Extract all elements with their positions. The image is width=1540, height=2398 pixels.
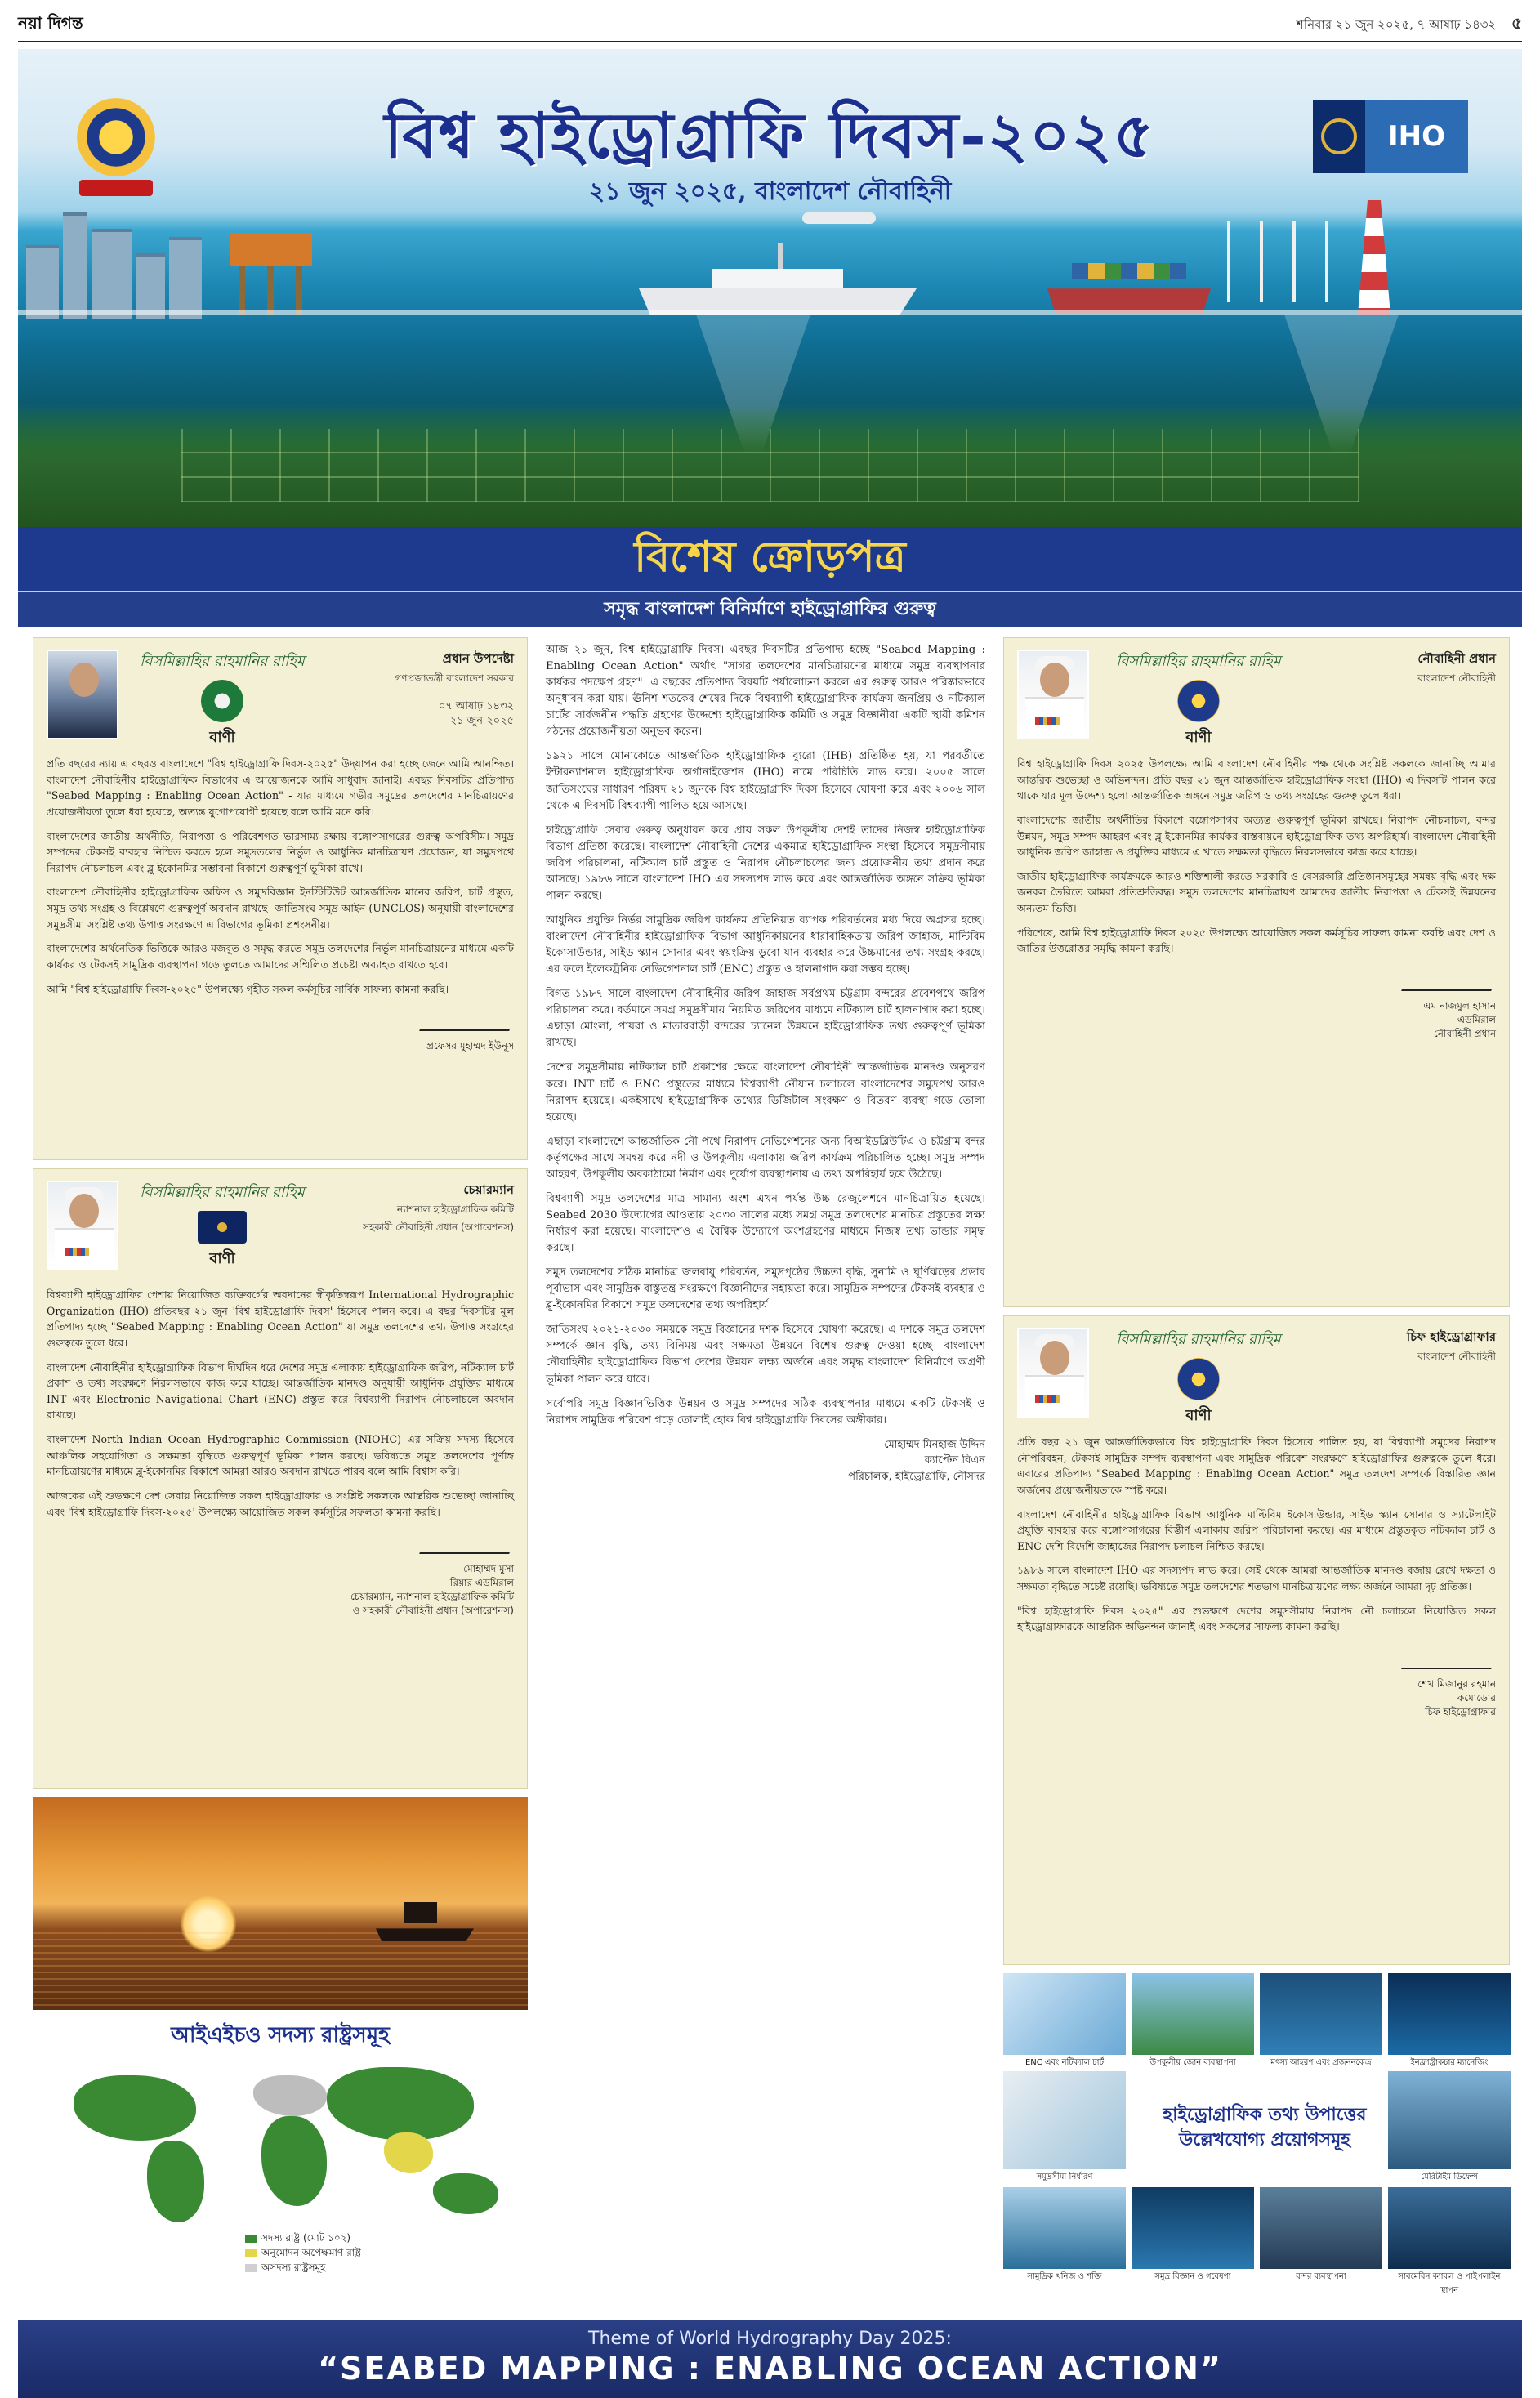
signature: [47, 1005, 514, 1053]
sea-surface: [18, 310, 1522, 315]
tile-caption: মৎস্য আহরণ এবং প্রজননকেন্দ্র: [1270, 2058, 1372, 2067]
tile-caption: ইনফ্রাস্ট্রাকচার ম্যানেজিং: [1410, 2058, 1489, 2067]
theme-text: “SEABED MAPPING : ENABLING OCEAN ACTION”: [318, 2351, 1222, 2387]
oil-rig-illustration: [222, 225, 320, 315]
signatory-name: প্রফেসর মুহাম্মদ ইউনূস: [426, 1040, 514, 1052]
theme-footer: [18, 2320, 1522, 2398]
application-tile: [1003, 2071, 1126, 2169]
offshore-rig-icon: [1003, 2187, 1126, 2269]
legend-item: সদস্য রাষ্ট্র (মোট ১০২): [245, 2231, 361, 2245]
author-org: বাংলাদেশ নৌবাহিনী: [1417, 1351, 1496, 1362]
date-gregorian: ২১ জুন ২০২৫: [449, 714, 514, 727]
paragraph: প্রতি বছরের ন্যায় এ বছরও বাংলাদেশে "বিশ্ব হাইড্রোগ্রাফি দিবস-২০২৫" উদ্‌যাপন করা হচ্ছে জেনে আমি আনন্দিত। বাংলাদেশ নৌবাহিনীর হাইড্রোগ্রাফিক বিভাগের এ আয়োজনকে আমি সাধুবাদ জানাই। এবছর দিবসটির প্রতিপাদ্য "Seabed Mapping : Enabling Ocean Action" - যার মাধ্যমে গভীর সমুদ্রের তলদেশের মানচিত্রায়ণের প্রয়োজনীয়তা তুলে ধরা হয়েছে, অত্যন্ত যুগোপযোগী হয়েছে বলে আমি মনে করি।: [47, 757, 514, 818]
paragraph: পরিশেষে, আমি বিশ্ব হাইড্রোগ্রাফি দিবস ২০২৫ উপলক্ষ্যে আয়োজিত সকল কর্মসূচির সাফল্য কামনা করছি এবং দেশ ও জাতির উত্তরোত্তর সমৃদ্ধি কামনা করছি।: [1017, 926, 1496, 955]
infrastructure-icon: [1388, 1973, 1511, 2055]
paragraph: সমুদ্র তলদেশের সঠিক মানচিত্র জলবায়ু পরিবর্তন, সমুদ্রপৃষ্ঠের উচ্চতা বৃদ্ধি, সুনামি ও ঘূর্ণিঝড়ের প্রভাব পূর্বাভাস এবং সামুদ্রিক বাস্তুতন্ত্র সংরক্ষণে বিজ্ঞানীদের সহায়তা করে। সামুদ্রিক সম্পদের টেকসই ব্যবহার ও ব্লু-ইকোনমির বিকাশে সমুদ্র তলদেশের তথ্য অপরিহার্য।: [546, 1266, 985, 1312]
application-tile: [1003, 2187, 1126, 2269]
survey-ship-illustration: [639, 257, 917, 315]
aircraft-illustration: [802, 212, 876, 224]
paragraph: বাংলাদেশ North Indian Ocean Hydrographic Commission (NIOHC) এর সক্রিয় সদস্য হিসেবে আঞ্চলিক সহযোগিতা ও সক্ষমতা বৃদ্ধিতে গুরুত্বপূর্ণ ভূমিকা পালন করছে। ভবিষ্যতে সমুদ্র তলদেশের পূর্ণাঙ্গ মানচিত্রায়ণের মাধ্যমে ব্লু-ইকোনমির বিকাশে আমরা আরও অবদান রাখতে পারব বলে আমি বিশ্বাস করি।: [47, 1433, 514, 1478]
paragraph: ১৯২১ সালে মোনাকোতে আন্তর্জাতিক হাইড্রোগ্রাফিক ব্যুরো (IHB) প্রতিষ্ঠিত হয়, যা পরবর্তীতে ইন্টারন্যাশনাল হাইড্রোগ্রাফিক অর্গানাইজেশন (IHO) নামে পরিচিতি লাভ করে। ২০০৫ সালে জাতিসংঘের সাধারণ পরিষদ ২১ জুনকে বিশ্ব হাইড্রোগ্রাফি দিবস হিসেবে ঘোষণা করে এবং ২০০৬ সাল থেকে এ দিবসটি বিশ্বব্যাপী পালিত হয়ে আসছে।: [546, 750, 985, 812]
warship-icon: [1388, 2071, 1511, 2169]
message-body: [47, 1287, 514, 1520]
tile-caption: বন্দর ব্যবস্থাপনা: [1296, 2272, 1346, 2281]
seabed-grid-illustration: [181, 429, 1359, 502]
signature-scribble: [419, 1528, 519, 1554]
message-chief-adviser: [33, 637, 528, 1160]
navy-emblem-icon: [1177, 680, 1220, 722]
author-role: প্রধান উপদেষ্টা: [442, 651, 514, 666]
members-title: আইএইচও সদস্য রাষ্ট্রসমূহ: [171, 2023, 390, 2047]
signature: [47, 1528, 514, 1617]
basmala: বিসমিল্লাহির রাহমানির রাহিম: [140, 653, 305, 670]
paragraph: বাংলাদেশ নৌবাহিনীর হাইড্রোগ্রাফিক বিভাগ দীর্ঘদিন ধরে দেশের সমুদ্র এলাকায় হাইড্রোগ্রাফিক জরিপ, নটিক্যাল চার্ট প্রকাশ ও তথ্য সংরক্ষণে নিরলসভাবে কাজ করে যাচ্ছে। আন্তর্জাতিক মানদণ্ড অনুযায়ী আধুনিক প্রযুক্তির মাধ্যমে INT এবং Electronic Navigational Chart (ENC) প্রস্তুত করে বিশ্বব্যাপী নিরাপদ নৌচলাচলে অবদান রাখছে।: [47, 1360, 514, 1422]
signatory-name: শেখ মিজানুর রহমান কমোডোর চিফ হাইড্রোগ্রাফার: [1417, 1678, 1496, 1717]
dateline: [1297, 11, 1522, 38]
paragraph: বিশ্বব্যাপী হাইড্রোগ্রাফির পেশায় নিয়োজিত ব্যক্তিবর্গের অবদানের স্বীকৃতিস্বরূপ International Hydrographic Organization (IHO) প্রতিবছর ২১ জুন 'বিশ্ব হাইড্রোগ্রাফি দিবস' হিসেবে পালন করে। এ বছর দিবসটির মূল প্রতিপাদ্য হচ্ছে "Seabed Mapping : Enabling Ocean Action" যা সমুদ্র তলদেশের তথ্য উপাত্ত সংগ্রহের গুরুত্বকে তুলে ধরে।: [47, 1288, 514, 1349]
masthead: নয়া দিগন্ত: [18, 12, 83, 33]
tile-caption: সাবমেরিন ক্যাবল ও পাইপলাইন স্থাপন: [1398, 2272, 1501, 2295]
application-tile: [1388, 1973, 1511, 2055]
message-chairman: [33, 1168, 528, 1789]
article-byline: মোহাম্মদ মিনহাজ উদ্দিন ক্যাপ্টেন বিএন পরিচালক, হাইড্রোগ্রাফি, নৌসদর: [848, 1438, 985, 1483]
portrait-photo: [1017, 650, 1089, 739]
paragraph: বাংলাদেশ নৌবাহিনীর হাইড্রোগ্রাফিক বিভাগ আধুনিক মাল্টিবিম ইকোসাউন্ডার, সাইড স্ক্যান সোনার ও স্যাটেলাইট প্রযুক্তি ব্যবহার করে বঙ্গোপসাগরের বিস্তীর্ণ এলাকায় জরিপ পরিচালনা করছে। এর মাধ্যমে প্রস্তুতকৃত নটিক্যাল চার্ট ও ENC দেশি-বিদেশি জাহাজের নিরাপদ চলাচল নিশ্চিত করছে।: [1017, 1507, 1496, 1552]
paragraph: আজকের এই শুভক্ষণে দেশ সেবায় নিয়োজিত সকল হাইড্রোগ্রাফার ও সংশ্লিষ্ট সকলকে আন্তরিক শুভেচ্ছা জানাচ্ছি এবং 'বিশ্ব হাইড্রোগ্রাফি দিবস-২০২৫' উপলক্ষ্যে আয়োজিত সকল কর্মসূচির সফলতা কামনা করছি।: [47, 1489, 514, 1518]
message-navy-chief: [1003, 637, 1510, 1307]
author-org-secondary: সহকারী নৌবাহিনী প্রধান (অপারেশনস): [363, 1221, 514, 1233]
tile-caption: ENC এবং নটিক্যাল চার্ট: [1024, 2058, 1105, 2067]
paragraph: দেশের সমুদ্রসীমায় নটিক্যাল চার্ট প্রকাশের ক্ষেত্রে বাংলাদেশ নৌবাহিনী আন্তর্জাতিক মানদণ্ড অনুসরণ করে। INT চার্ট ও ENC প্রস্তুতের মাধ্যমে বিশ্বব্যাপী নৌযান চলাচলে বাংলাদেশের সমুদ্রপথ আরও নিরাপদ হয়েছে। একইসাথে হাইড্রোগ্রাফিক তথ্যের ডিজিটাল সংরক্ষণ ও বিতরণ ব্যবস্থা গড়ে তোলা হয়েছে।: [546, 1061, 985, 1123]
paragraph: বিশ্ব হাইড্রোগ্রাফি দিবস ২০২৫ উপলক্ষ্যে আমি বাংলাদেশ নৌবাহিনীর পক্ষ থেকে সংশ্লিষ্ট সকলকে জানাচ্ছি আমার আন্তরিক শুভেচ্ছা ও অভিনন্দন। প্রতি বছর ২১ জুন আন্তর্জাতিক হাইড্রোগ্রাফিক সংস্থা (IHO) এ দিবসটি পালন করে থাকে যার মূল উদ্দেশ্য হলো আন্তর্জাতিক অঙ্গনে সমুদ্র জরিপ ও তথ্য সংগ্রহের গুরুত্ব তুলে ধরা।: [1017, 757, 1496, 802]
page-header: [18, 8, 1522, 42]
page-number: ৫: [1511, 12, 1522, 33]
message-body: [1017, 1434, 1496, 1635]
iho-logo-text: IHO: [1365, 100, 1468, 173]
signature-scribble: [419, 1005, 519, 1031]
applications-grid: [1003, 1973, 1510, 2300]
banner-subtitle: ২১ জুন ২০২৫, বাংলাদেশ নৌবাহিনী: [588, 177, 952, 206]
legend-item: অনুমোদন অপেক্ষমাণ রাষ্ট্র: [245, 2245, 361, 2260]
date-bangla: ০৭ আষাঢ় ১৪৩২: [438, 700, 514, 712]
signature-scribble: [1401, 1643, 1501, 1669]
message-body: [47, 756, 514, 997]
research-buoy-icon: [1132, 2187, 1254, 2269]
paragraph: জাতীয় হাইড্রোগ্রাফিক কার্যক্রমকে আরও শক্তিশালী করতে সরকারি ও বেসরকারি প্রতিষ্ঠানসমূহের সমন্বয় বৃদ্ধি এবং দক্ষ জনবল তৈরিতে আমরা প্রতিশ্রুতিবদ্ধ। সমুদ্র তলদেশের মানচিত্রায়ণ আমাদের জাতীয় নিরাপত্তা ও টেকসই উন্নয়নের অন্যতম ভিত্তি।: [1017, 869, 1496, 915]
application-tile: [1260, 1973, 1382, 2055]
signature: [1017, 965, 1496, 1040]
portrait-photo: [1017, 1328, 1089, 1418]
supplement-title: বিশেষ ক্রোড়পত্র: [634, 531, 906, 582]
iho-emblem-icon: [1313, 100, 1365, 173]
application-tile: [1388, 2071, 1511, 2169]
paragraph: আজ ২১ জুন, বিশ্ব হাইড্রোগ্রাফি দিবস। এবছর দিবসটির প্রতিপাদ্য হচ্ছে "Seabed Mapping : Enabling Ocean Action" অর্থাৎ "সাগর তলদেশের মানচিত্রায়ণের মাধ্যমে সমুদ্র ব্যবস্থাপনার কার্যকর পদক্ষেপ গ্রহণ"। এ বছরের প্রতিপাদ্য বিষয়টি পর্যালোচনা করলে এর গুরুত্ব আরও পরিষ্কারভাবে অনুধাবন করা যায়। ঊনিশ শতকের শেষের দিকে বিশ্বব্যাপী হাইড্রোগ্রাফিক কার্যক্রম জনপ্রিয় ও নটিক্যাল চার্টের সার্বজনীন পদ্ধতি গ্রহণের উদ্দেশ্যে হাইড্রোগ্রাফিক কমিটি ও সমুদ্র বিজ্ঞানীরা একটি স্থায়ী কমিশন গঠনের প্রয়োজনীয়তা অনুভব করেন।: [546, 644, 985, 739]
message-body: [1017, 756, 1496, 957]
tile-caption: সামুদ্রিক খনিজ ও শক্তি: [1027, 2272, 1102, 2281]
paragraph: বিশ্বব্যাপী সমুদ্র তলদেশের মাত্র সামান্য অংশ এখন পর্যন্ত উচ্চ রেজুলেশনে মানচিত্রায়িত হয়েছে। Seabed 2030 উদ্যোগের আওতায় ২০৩০ সালের মধ্যে সমগ্র সমুদ্র তলদেশের মানচিত্র প্রস্তুতের লক্ষ্য নির্ধারণ করা হয়েছে। বাংলাদেশও এ বৈশ্বিক উদ্যোগে অংশগ্রহণের মাধ্যমে নিজস্ব তথ্য ভান্ডার সমৃদ্ধ করছে।: [546, 1192, 985, 1255]
author-role: চিফ হাইড্রোগ্রাফার: [1406, 1329, 1496, 1344]
paragraph: হাইড্রোগ্রাফি সেবার গুরুত্ব অনুধাবন করে প্রায় সকল উপকূলীয় দেশই তাদের নিজস্ব হাইড্রোগ্রাফিক বিভাগ প্রতিষ্ঠা করেছে। বাংলাদেশ নৌবাহিনী দেশের একমাত্র হাইড্রোগ্রাফিক সংস্থা হিসেবে সমুদ্রসীমায় জরিপ পরিচালনা, নটিক্যাল চার্ট প্রস্তুত ও নিরাপদ নৌচলাচলের জন্য প্রয়োজনীয় তথ্য প্রদান করে আসছে। ১৯৮৬ সালে বাংলাদেশ IHO এর সদস্যপদ লাভ করে এবং আন্তর্জাতিক অঙ্গনে সক্রিয় ভূমিকা পালন করছে।: [546, 824, 985, 902]
paragraph: ১৯৮৬ সালে বাংলাদেশ IHO এর সদস্যপদ লাভ করে। সেই থেকে আমরা আন্তর্জাতিক মানদণ্ড বজায় রেখে দক্ষতা ও সক্ষমতা বৃদ্ধিতে সচেষ্ট রয়েছি। ভবিষ্যতে সমুদ্র তলদেশের শতভাগ মানচিত্রায়ণের লক্ষ্য অর্জনে আমরা দৃঢ় প্রতিজ্ঞ।: [1017, 1564, 1496, 1593]
message-chief-hydrographer: [1003, 1315, 1510, 1965]
main-article: [541, 636, 990, 2302]
paragraph: "বিশ্ব হাইড্রোগ্রাফি দিবস ২০২৫" এর শুভক্ষণে দেশের সমুদ্রসীমায় নিরাপদ নৌ চলাচলে নিয়োজিত সকল হাইড্রোগ্রাফারকে আন্তরিক অভিনন্দন জানাই এবং সকলের সাফল্য কামনা করছি।: [1017, 1604, 1496, 1633]
paragraph: বাংলাদেশের জাতীয় অর্থনীতির বিকাশে বঙ্গোপসাগর অত্যন্ত গুরুত্বপূর্ণ ভূমিকা রাখছে। নিরাপদ নৌচলাচল, বন্দর উন্নয়ন, সমুদ্র সম্পদ আহরণ এবং ব্লু-ইকোনমির কার্যকর বাস্তবায়নে হাইড্রোগ্রাফিক তথ্য অপরিহার্য। বাংলাদেশ নৌবাহিনী আধুনিক জরিপ জাহাজ ও প্রযুক্তির মাধ্যমে এ খাতে সক্ষমতা বৃদ্ধিতে নিরলসভাবে কাজ করে যাচ্ছে।: [1017, 813, 1496, 859]
hydrography-emblem-icon: [1177, 1358, 1220, 1400]
message-label: বাণী: [209, 729, 235, 746]
hero-banner: [18, 49, 1522, 527]
tile-caption: সমুদ্রসীমা নির্ধারণ: [1036, 2172, 1093, 2181]
supplement-subtitle-bar: [18, 591, 1522, 627]
tile-caption: উপকূলীয় জোন ব্যবস্থাপনা: [1149, 2058, 1236, 2067]
rank-flag-icon: [198, 1211, 247, 1244]
coastal-zone-icon: [1132, 1973, 1254, 2055]
author-role: নৌবাহিনী প্রধান: [1417, 651, 1496, 666]
tile-caption: মেরিটাইম ডিফেন্স: [1421, 2172, 1478, 2181]
author-org: ন্যাশনাল হাইড্রোগ্রাফিক কমিটি: [396, 1203, 514, 1215]
city-skyline-illustration: [26, 196, 206, 319]
signature-scribble: [1401, 965, 1501, 991]
tile-caption: সমুদ্র বিজ্ঞান ও গবেষণা: [1154, 2272, 1231, 2281]
message-label: বাণী: [1185, 1407, 1212, 1424]
paragraph: প্রতি বছর ২১ জুন আন্তর্জাতিকভাবে বিশ্ব হাইড্রোগ্রাফি দিবস হিসেবে পালিত হয়, যা বিশ্বব্যাপী সমুদ্রের নিরাপদ নৌপরিবহন, টেকসই সামুদ্রিক সম্পদ ব্যবস্থাপনা এবং সামুদ্রিক পরিবেশ সংরক্ষণে হাইড্রোগ্রাফির গুরুত্বকে তুলে ধরে। এবারের প্রতিপাদ্য "Seabed Mapping : Enabling Ocean Action" সমুদ্র তলদেশ সম্পর্কে বিস্তারিত জ্ঞান অর্জনের প্রয়োজনীয়তাকে স্পষ্ট করে।: [1017, 1436, 1496, 1496]
signatory-name: এম নাজমুল হাসান এডমিরাল নৌবাহিনী প্রধান: [1423, 1000, 1496, 1039]
application-tile: [1132, 2187, 1254, 2269]
paragraph: সর্বোপরি সমুদ্র বিজ্ঞানভিত্তিক উন্নয়ন ও সমুদ্র সম্পদের সঠিক ব্যবস্থাপনার মাধ্যমে একটি টেকসই ও নিরাপদ সামুদ্রিক পরিবেশ গড়ে তোলাই হোক বিশ্ব হাইড্রোগ্রাফি দিবসের অঙ্গীকার।: [546, 1397, 985, 1427]
container-ship-cargo: [1072, 263, 1186, 279]
subsea-cable-icon: [1388, 2187, 1511, 2269]
paragraph: বাংলাদেশ নৌবাহিনীর হাইড্রোগ্রাফিক অফিস ও সমুদ্রবিজ্ঞান ইনস্টিটিউট আন্তর্জাতিক মানের জরিপ, চার্ট প্রস্তুত, সমুদ্র তথ্য সংগ্রহ ও বিশ্লেষণে গুরুত্বপূর্ণ অবদান রাখছে। জাতিসংঘ সমুদ্র আইন (UNCLOS) অনুযায়ী বাংলাদেশের সমুদ্রসীমা সংশ্লিষ্ট তথ্য উপাত্ত সংরক্ষণে এ বিভাগের ভূমিকা প্রশংসনীয়।: [47, 886, 514, 931]
paragraph: জাতিসংঘ ২০২১-২০৩০ সময়কে সমুদ্র বিজ্ঞানের দশক হিসেবে ঘোষণা করেছে। এ দশকে সমুদ্র তলদেশ সম্পর্কে জ্ঞান বৃদ্ধি, তথ্য বিনিময় এবং সক্ষমতা উন্নয়নে বিশেষ গুরুত্ব দেওয়া হচ্ছে। বাংলাদেশ নৌবাহিনীর হাইড্রোগ্রাফিক বিভাগ দেশের উন্নয়ন লক্ষ্য অর্জনে এবং সমৃদ্ধ বাংলাদেশ বিনির্মাণে অগ্রণী ভূমিকা পালন করে যাবে।: [546, 1324, 985, 1386]
applications-title: হাইড্রোগ্রাফিক তথ্য উপাত্তের উল্লেখযোগ্য প্রয়োগসমূহ: [1163, 2104, 1367, 2150]
signatory-name: মোহাম্মদ মুসা রিয়ার এডমিরাল চেয়ারম্যান, ন্যাশনাল হাইড্রোগ্রাফিক কমিটি ও সহকারী নৌবাহিনী প্রধান (অপারেশনস): [350, 1563, 514, 1616]
paragraph: আমি "বিশ্ব হাইড্রোগ্রাফি দিবস-২০২৫" উপলক্ষ্যে গৃহীত সকল কর্মসূচির সার্বিক সাফল্য কামনা করছি।: [47, 982, 449, 995]
nautical-chart-icon: [1003, 1973, 1126, 2055]
container-ship-illustration: [1047, 278, 1211, 314]
maritime-boundary-icon: [1003, 2071, 1126, 2169]
sunset-ship-photo: [33, 1797, 528, 2010]
theme-label: Theme of World Hydrography Day 2025:: [588, 2329, 952, 2349]
message-label: বাণী: [1185, 729, 1212, 746]
legend-item: অসদস্য রাষ্ট্রসমূহ: [245, 2260, 361, 2275]
portrait-photo: [47, 650, 118, 739]
port-cranes-icon: [1260, 2187, 1382, 2269]
lighthouse-illustration: [1358, 200, 1390, 315]
application-tile: [1003, 1973, 1126, 2055]
paragraph: বিগত ১৯৮৭ সালে বাংলাদেশ নৌবাহিনীর জরিপ জাহাজ সর্বপ্রথম চট্টগ্রাম বন্দরের প্রবেশপথে জরিপ পরিচালনা করে। বর্তমানে সমগ্র সমুদ্রসীমায় নিয়মিত জরিপের মাধ্যমে নটিক্যাল চার্ট হালনাগাদ করা হচ্ছে। এছাড়া মোংলা, পায়রা ও মাতারবাড়ী বন্দরের চ্যানেল উন্নয়নে হাইড্রোগ্রাফিক তথ্য গুরুত্বপূর্ণ ভূমিকা রাখছে।: [546, 988, 985, 1050]
application-tile: [1260, 2187, 1382, 2269]
paragraph: আধুনিক প্রযুক্তি নির্ভর সামুদ্রিক জরিপ কার্যক্রম প্রতিনিয়ত ব্যাপক পরিবর্তনের মধ্য দিয়ে অগ্রসর হচ্ছে। বাংলাদেশ নৌবাহিনীর হাইড্রোগ্রাফিক বিভাগ আধুনিকায়নের ধারাবাহিকতায় জরিপ জাহাজ, মাল্টিবিম ইকোসাউন্ডার, সাইড স্ক্যান সোনার এবং স্বয়ংক্রিয় ডুবো যান ব্যবহার করে উচ্চমানের তথ্য সংগ্রহ করছে। এর ফলে ইলেকট্রনিক নেভিগেশনাল চার্ট (ENC) প্রস্তুত ও হালনাগাদ করা সম্ভব হচ্ছে।: [546, 913, 985, 976]
author-org: বাংলাদেশ নৌবাহিনী: [1417, 672, 1496, 684]
banner-title: বিশ্ব হাইড্রোগ্রাফি দিবস-২০২৫: [384, 99, 1156, 172]
world-map-icon: [57, 2059, 515, 2231]
iho-logo: [1313, 100, 1468, 173]
basmala: বিসমিল্লাহির রাহমানির রাহিম: [1116, 1331, 1281, 1348]
paragraph: বাংলাদেশের জাতীয় অর্থনীতি, নিরাপত্তা ও পরিবেশগত ভারসাম্য রক্ষায় বঙ্গোপসাগরের গুরুত্ব অপরিসীম। সমুদ্র সম্পদের টেকসই ব্যবহার নিশ্চিত করতে হলে সমুদ্রতলের নির্ভুল ও আধুনিক মানচিত্রায়ণ প্রয়োজন, যা সমুদ্রপথে নিরাপদ নৌচলাচল এবং ব্লু-ইকোনমির সম্ভাবনা বিকাশে গুরুত্বপূর্ণ ভূমিকা রাখে।: [47, 829, 514, 874]
article-body: [546, 642, 985, 1429]
author-role: চেয়ারম্যান: [463, 1182, 514, 1197]
application-tile: [1132, 1973, 1254, 2055]
paragraph: এছাড়া বাংলাদেশে আন্তর্জাতিক নৌ পথে নিরাপদ নেভিগেশনের জন্য বিআইডব্লিউটিএ ও চট্টগ্রাম বন্দর কর্তৃপক্ষের সাথে সমন্বয় করে নদী ও উপকূলীয় এলাকায় জরিপ কার্যক্রম পরিচালিত হচ্ছে। সমুদ্র সম্পদ আহরণ, উপকূলীয় অবকাঠামো নির্মাণ এবং দুর্যোগ ব্যবস্থাপনায় এ তথ্য অপরিহার্য হয়ে উঠেছে।: [546, 1135, 985, 1181]
message-label: বাণী: [209, 1250, 235, 1267]
basmala: বিসমিল্লাহির রাহমানির রাহিম: [140, 1184, 305, 1201]
application-tile: [1388, 2187, 1511, 2269]
iho-member-states: [33, 2010, 528, 2292]
basmala: বিসমিল্লাহির রাহমানির রাহিম: [1116, 653, 1281, 670]
fisheries-icon: [1260, 1973, 1382, 2055]
issue-date: শনিবার ২১ জুন ২০২৫, ৭ আষাঢ় ১৪৩২: [1296, 16, 1497, 32]
government-seal-icon: [201, 680, 243, 722]
signature: [1017, 1643, 1496, 1718]
paragraph: বাংলাদেশের অর্থনৈতিক ভিত্তিকে আরও মজবুত ও সমৃদ্ধ করতে সমুদ্র তলদেশের নির্ভুল মানচিত্রায়নের মাধ্যমে একটি কার্যকর ও টেকসই সামুদ্রিক ব্যবস্থাপনা গড়ে তুলতে আমাদের সম্মিলিত প্রচেষ্টা অব্যাহত রাখতে হবে।: [47, 942, 514, 971]
supplement-title-bar: [18, 527, 1522, 591]
map-legend: [245, 2231, 361, 2275]
wind-turbines-illustration: [1219, 212, 1341, 302]
author-org: গণপ্রজাতন্ত্রী বাংলাদেশ সরকার: [395, 672, 514, 684]
supplement-subtitle: সমৃদ্ধ বাংলাদেশ বিনির্মাণে হাইড্রোগ্রাফির গুরুত্ব: [604, 598, 936, 619]
portrait-photo: [47, 1181, 118, 1270]
